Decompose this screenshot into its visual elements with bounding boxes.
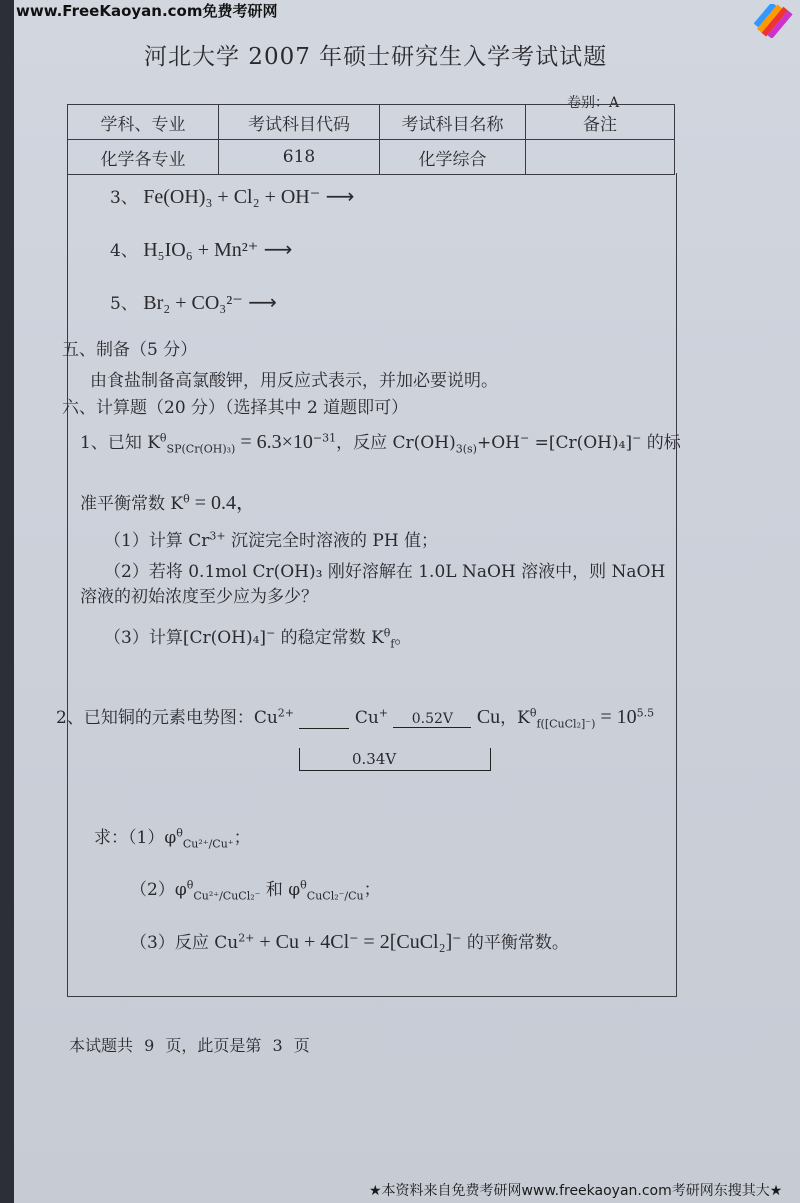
col-label-subject: 学科、专业 [68,105,219,140]
watermark-top[interactable]: www.FreeKaoyan.com免费考研网 [16,2,278,20]
arrow-icon: ⟶ [248,290,277,314]
section5-title: 五、制备（5 分） [62,340,198,360]
paper-version: 卷别：A [567,95,620,111]
section6-title: 六、计算题（20 分）（选择其中 2 道题即可） [62,398,409,418]
q1-line2: 准平衡常数 $K^\theta = 0.4$， [80,492,257,514]
reaction-3: 3、 Fe(OH)₃ + Cl₂ + OH⁻ ⟶ [110,184,355,208]
q1-sub1: （1）计算 $Cr^{3+}$ 沉淀完全时溶液的 PH 值； [104,529,439,551]
arrow-icon: ⟶ [263,237,293,261]
page-footer: 本试题共 9 页，此页是第 3 页 [69,1036,310,1055]
bracket-potential: 0.34V [352,750,397,768]
reaction-5: 5、 Br₂ + CO₃²⁻ ⟶ [110,290,277,314]
note-value [526,140,675,175]
reaction-4: 4、 H₅IO₆ + Mn²⁺ ⟶ [110,237,293,261]
q2-ask3: （3）反应 $Cu^{2+} + Cu + 4Cl^-$ = 2[CuCl₂]− 的平衡常数。 [130,931,569,953]
code-value: 618 [219,140,380,175]
subject-value: 化学各专业 [68,140,219,175]
name-value: 化学综合 [380,140,526,175]
exam-paper [14,0,800,1203]
header-table [67,104,675,175]
section5-text: 由食盐制备高氯酸钾，用反应式表示，并加必要说明。 [90,371,498,391]
col-label-name: 考试科目名称 [380,105,526,140]
watermark-bottom[interactable]: ★本资料来自免费考研网www.freekaoyan.com考研网东搜其大★ [369,1183,783,1199]
page-title: 河北大学 2007 年硕士研究生入学考试试题 [144,44,608,70]
q2-ask1: 求：$(1)\varphi^\theta_{Cu^{2+}/Cu^+}$； [94,826,251,851]
q1-sub2: （2）若将 0.1mol Cr(OH)₃ 刚好溶解在 1.0L NaOH 溶液中，则 NaOH [104,562,666,582]
col-label-note: 备注 [526,105,675,140]
q2-line: 2、已知铜的元素电势图：$Cu^{2+}$ Cu+ 0.52V Cu，$K^\theta_{f([CuCl_2]^-)} = 10^{5.5}$ [56,706,655,731]
col-label-code: 考试科目代码 [219,105,380,140]
q1-sub2-cont: 溶液的初始浓度至少应为多少？ [80,587,318,607]
q1-line1: 1、已知 $K^\theta_{SP(Cr(OH)_3)} = 6.3\times 10^{-31}$，反应 $Cr(OH)_{3(s)}+OH^- =[Cr(OH)_4]^-$ 的标 [80,431,681,456]
logo-icon [754,4,794,38]
arrow-icon: ⟶ [325,184,355,208]
q1-sub3: （3）计算[Cr(OH)₄]− 的稳定常数 $K^\theta_f$。 [104,626,412,651]
q2-ask2: $(2)\varphi^\theta_{Cu^{2+}/CuCl_2^-}$ 和 $\varphi^\theta_{CuCl_2^-/Cu}$； [130,878,381,903]
